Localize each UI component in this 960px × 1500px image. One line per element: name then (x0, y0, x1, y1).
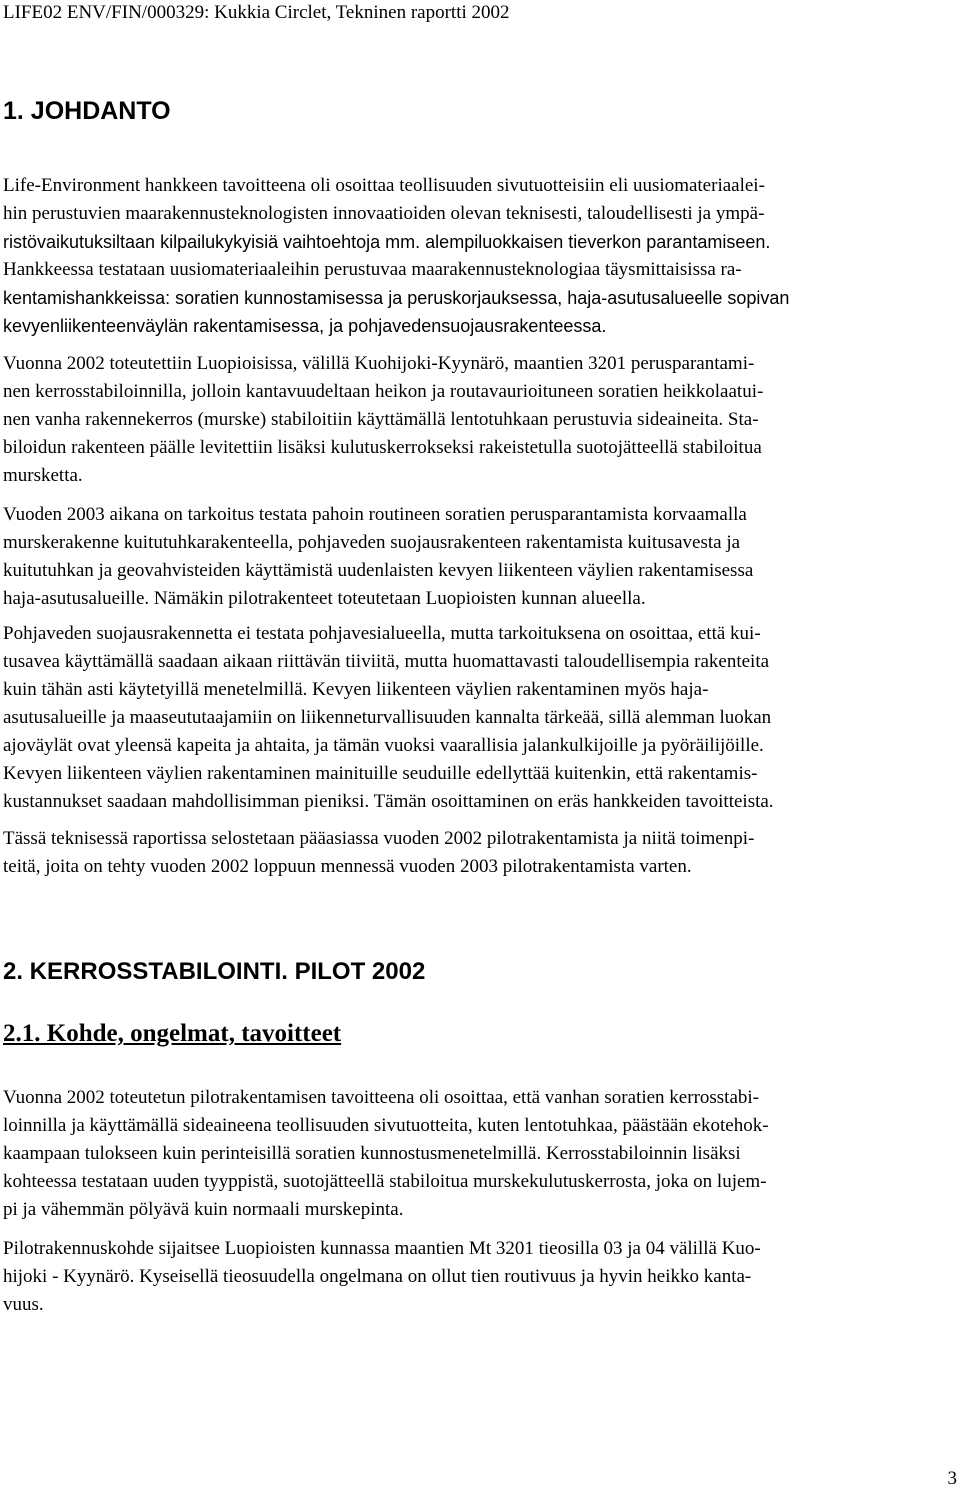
text-line: tusavea käyttämällä saadaan aikaan riittävän tiiviitä, mutta huomattavasti taloudellisempia rakenteita (3, 651, 770, 672)
text-line: Pilotrakennuskohde sijaitsee Luopioisten kunnassa maantien Mt 3201 tieosilla 03 ja 04 välillä Kuo- (3, 1238, 761, 1259)
text-line: kustannukset saadaan mahdollisimman pieniksi. Tämän osoittaminen on eräs hankkeiden tavoitteista. (3, 791, 774, 812)
paragraph-2003-plans (3, 501, 958, 613)
text-line: vuus. (3, 1294, 44, 1315)
text-line: Vuonna 2002 toteutettiin Luopioisissa, välillä Kuohijoki-Kyynärö, maantien 3201 perusparantami- (3, 353, 755, 374)
text-line: mursketta. (3, 465, 83, 486)
text-line: loinnilla ja käyttämällä sideaineena teollisuuden sivutuotteita, kuten lentotuhkaa, päästään ekotehok- (3, 1115, 769, 1136)
text-line: asutusalueille ja maaseututaajamiin on liikenneturvallisuuden kannalta tärkeää, sillä alemman luokan (3, 707, 772, 728)
text-line: Kevyen liikenteen väylien rakentaminen mainituille seuduille edellyttää kuitenkin, että rakentamis- (3, 763, 758, 784)
text-line: biloidun rakenteen päälle levitettiin lisäksi kulutuskerrokseksi rakeistetulla suotojätteellä stabiloitua (3, 437, 762, 458)
text-line: kevyenliikenteenväylän rakentamisessa, ja pohjavedensuojausrakenteessa. (3, 316, 607, 336)
text-line: pi ja vähemmän pölyävä kuin normaali murskepinta. (3, 1199, 404, 1220)
text-line: kaampaan tulokseen kuin perinteisillä soratien kunnostusmenetelmillä. Kerrosstabiloinnin lisäksi (3, 1143, 741, 1164)
paragraph-report-scope (3, 825, 958, 881)
paragraph-groundwater (3, 620, 958, 816)
text-line: murskerakenne kuitutuhkarakenteella, pohjaveden suojausrakenteen rakentamista kuitusavesta ja (3, 532, 741, 553)
page-number: 3 (947, 1468, 957, 1489)
text-line: hin perustuvien maarakennusteknologisten innovaatioiden olevan teknisesti, taloudellisesti ja ympä- (3, 203, 765, 224)
text-line: Hankkeessa testataan uusiomateriaaleihin perustuvaa maarakennusteknologiaa täysmittaisissa ra- (3, 259, 742, 280)
chapter-heading-kerrosstabilointi: 2. KERROSSTABILOINTI. PILOT 2002 (3, 958, 426, 985)
text-line: ristövaikutuksiltaan kilpailukykyisiä vaihtoehtoja mm. alempiluokkaisen tieverkon parantamiseen. (3, 232, 771, 252)
text-line: kuin tähän asti käytetyillä menetelmillä. Kevyen liikenteen väylien rakentaminen myös haja- (3, 679, 709, 700)
paragraph-pilot-goal (3, 1084, 958, 1224)
text-line: Vuonna 2002 toteutetun pilotrakentamisen tavoitteena oli osoittaa, että vanhan soratien kerrosstabi- (3, 1087, 760, 1108)
paragraph-site-location (3, 1235, 958, 1319)
text-line: Vuoden 2003 aikana on tarkoitus testata pahoin routineen soratien perusparantamista korvaamalla (3, 504, 747, 525)
text-line: teitä, joita on tehty vuoden 2002 loppuun mennessä vuoden 2003 pilotrakentamista varten. (3, 856, 692, 877)
text-line: hijoki - Kyynärö. Kyseisellä tieosuudella ongelmana on ollut tien routivuus ja hyvin heikko kanta- (3, 1266, 752, 1287)
paragraph-2002-work (3, 350, 958, 490)
text-line: kentamishankkeissa: soratien kunnostamisessa ja peruskorjauksessa, haja-asutusalueelle sopivan (3, 288, 790, 308)
text-line: nen kerrosstabiloinnilla, jolloin kantavuudeltaan heikon ja routavaurioituneen soratien heikkolaatui- (3, 381, 764, 402)
text-line: kohteessa testataan uuden tyyppistä, suotojätteellä stabiloitua murskekulutuskerrosta, joka on lujem- (3, 1171, 767, 1192)
text-line: Life-Environment hankkeen tavoitteena oli osoittaa teollisuuden sivutuotteisiin eli uusiomateriaalei- (3, 175, 765, 196)
text-line: Tässä teknisessä raportissa selostetaan pääasiassa vuoden 2002 pilotrakentamista ja niitä toimenpi- (3, 828, 755, 849)
section-heading-johdanto: 1. JOHDANTO (3, 97, 171, 125)
text-line: Pohjaveden suojausrakennetta ei testata pohjavesialueella, mutta tarkoituksena on osoittaa, että kui- (3, 623, 761, 644)
text-line: ajoväylät ovat yleensä kapeita ja ahtaita, ja tämän vuoksi vaarallisia jalankulkijoille ja pyöräilijöille. (3, 735, 764, 756)
subsection-heading-kohde: 2.1. Kohde, ongelmat, tavoitteet (3, 1020, 342, 1047)
running-header: LIFE02 ENV/FIN/000329: Kukkia Circlet, Tekninen raportti 2002 (3, 2, 510, 23)
text-line: haja-asutusalueille. Nämäkin pilotrakenteet toteutetaan Luopioisten kunnan alueella. (3, 588, 646, 609)
text-line: nen vanha rakennekerros (murske) stabiloitiin käyttämällä lentotuhkaan perustuvia sideaineita. Sta- (3, 409, 759, 430)
text-line: kuitutuhkan ja geovahvisteiden käyttämistä uudenlaisten kevyen liikenteen väylien rakentamisessa (3, 560, 754, 581)
paragraph-intro (3, 172, 958, 340)
